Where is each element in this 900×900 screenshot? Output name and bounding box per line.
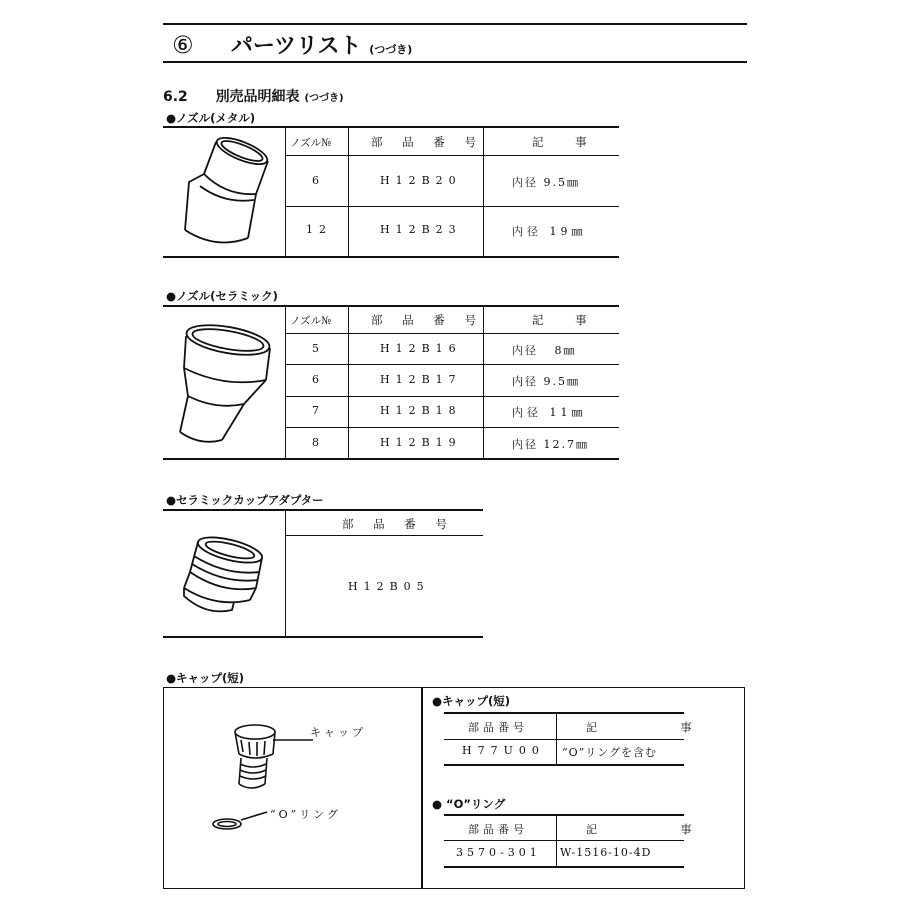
nozzle-metal-col-no: ノズル№ (290, 137, 332, 149)
adapter-illustration (176, 530, 276, 620)
table-rule (163, 509, 483, 511)
table-rule (163, 256, 619, 258)
nozzle-ceramic-heading: ●ノズル(セラミック) (166, 289, 278, 303)
nozzle-metal-row-part: H12B20 (380, 174, 462, 187)
page-title-suffix: (つづき) (369, 43, 413, 56)
oring-callout-label: “O”リング (270, 808, 342, 821)
section-circle-number: ⑥ (172, 31, 194, 59)
table-rule (285, 509, 286, 637)
cap-table-col-note: 記 事 (586, 721, 732, 734)
nozzle-ceramic-row-no: 8 (312, 436, 322, 449)
table-rule (444, 840, 684, 841)
table-rule (556, 712, 557, 765)
table-rule (285, 535, 483, 536)
header-top-rule (163, 23, 747, 25)
table-rule (285, 305, 286, 459)
cap-table-heading: ●キャップ(短) (432, 694, 511, 708)
table-rule (444, 739, 684, 740)
table-rule (163, 636, 483, 638)
cap-frame-divider (421, 687, 423, 889)
table-rule (444, 866, 684, 868)
nozzle-ceramic-row-no: 5 (312, 342, 322, 355)
oring-table-part: 3570-301 (456, 846, 541, 859)
section-number: 6.2 (163, 89, 188, 105)
nozzle-ceramic-row-no: 6 (312, 373, 322, 386)
table-rule (285, 155, 619, 156)
nozzle-metal-row-no: 12 (306, 223, 332, 236)
table-rule (483, 305, 484, 459)
nozzle-metal-heading: ●ノズル(メタル) (166, 111, 256, 125)
table-rule (348, 126, 349, 257)
nozzle-ceramic-row-note: 内径 8㎜ (512, 344, 577, 357)
nozzle-ceramic-col-part: 部 品 番 号 (371, 313, 484, 327)
cap-table-part: H77U00 (462, 744, 545, 757)
nozzle-metal-row-no: 6 (312, 174, 322, 187)
table-rule (285, 427, 619, 428)
nozzle-metal-row-note: 内径 9.5㎜ (512, 176, 580, 189)
table-rule (285, 364, 619, 365)
nozzle-ceramic-row-no: 7 (312, 404, 322, 417)
nozzle-ceramic-row-note: 内径 9.5㎜ (512, 375, 580, 388)
nozzle-metal-col-part: 部 品 番 号 (371, 135, 484, 149)
nozzle-ceramic-illustration (178, 322, 278, 448)
nozzle-ceramic-col-note: 記 事 (532, 313, 601, 327)
nozzle-metal-row-note: 内径 19㎜ (512, 225, 587, 238)
section-heading (163, 86, 344, 106)
table-rule (285, 333, 619, 334)
table-rule (348, 305, 349, 459)
table-rule (163, 305, 619, 307)
section-suffix: (つづき) (304, 93, 344, 104)
table-rule (444, 712, 684, 714)
table-rule (444, 814, 684, 816)
nozzle-metal-row-part: H12B23 (380, 223, 462, 236)
nozzle-metal-illustration (176, 134, 276, 254)
table-rule (163, 126, 619, 128)
nozzle-ceramic-row-part: H12B18 (380, 404, 462, 417)
adapter-part-number: H12B05 (348, 580, 430, 593)
header-bottom-rule (163, 61, 747, 63)
nozzle-ceramic-row-part: H12B19 (380, 436, 462, 449)
adapter-col-part: 部 品 番 号 (342, 517, 455, 531)
table-rule (285, 126, 286, 257)
cap-table-note: “O”リングを含む (562, 746, 658, 759)
nozzle-ceramic-row-part: H12B17 (380, 373, 462, 386)
table-rule (163, 458, 619, 460)
nozzle-metal-col-note: 記 事 (532, 135, 601, 149)
adapter-heading: ●セラミックカップアダプター (166, 493, 324, 507)
nozzle-ceramic-col-no: ノズル№ (290, 315, 332, 327)
page-title (172, 29, 412, 60)
nozzle-ceramic-row-part: H12B16 (380, 342, 462, 355)
nozzle-ceramic-row-note: 内径 12.7㎜ (512, 438, 589, 451)
table-rule (444, 764, 684, 766)
oring-table-heading: ● “O”リング (432, 797, 506, 811)
nozzle-ceramic-row-note: 内径 11㎜ (512, 406, 587, 419)
table-rule (285, 206, 619, 207)
oring-table-col-note: 記 事 (586, 823, 732, 836)
table-rule (285, 396, 619, 397)
page-title-text: パーツリスト (230, 34, 362, 59)
cap-heading: ●キャップ(短) (166, 671, 245, 685)
oring-table-col-part: 部品番号 (468, 823, 528, 836)
oring-table-note: W-1516-10-4D (560, 846, 652, 859)
cap-table-col-part: 部品番号 (468, 721, 528, 734)
table-rule (556, 814, 557, 867)
section-title: 別売品明細表 (215, 89, 300, 105)
cap-callout-label: キャップ (310, 726, 366, 739)
